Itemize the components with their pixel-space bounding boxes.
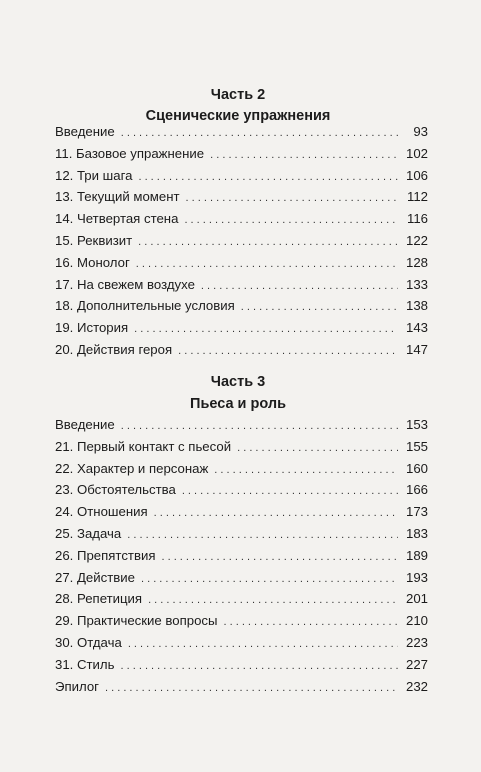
toc-entry — [55, 479, 428, 501]
part2-title: Сценические упражнения — [145, 108, 331, 124]
toc-entry-page: 112 — [406, 189, 428, 205]
toc-entry — [55, 165, 428, 187]
toc-entry — [55, 436, 428, 458]
toc-entry-title: 24. Отношения — [55, 504, 148, 520]
toc-entry-page: 223 — [405, 634, 428, 650]
toc-entry — [55, 654, 428, 676]
part3-label: Часть 3 — [210, 374, 266, 390]
toc-entry-page: 122 — [405, 232, 428, 248]
toc-entry-title: 26. Препятствия — [55, 547, 156, 563]
dot-leader — [138, 167, 398, 189]
dot-leader — [223, 612, 398, 634]
toc-entry — [55, 414, 428, 436]
toc-entry — [55, 545, 428, 567]
toc-entry-title: 13. Текущий момент — [55, 189, 180, 205]
dot-leader — [214, 460, 398, 482]
toc-entry-title: 14. Четвертая стена — [55, 211, 179, 227]
toc-entry-page: 138 — [405, 298, 428, 314]
toc-entry-title: 22. Характер и персонаж — [55, 460, 209, 476]
toc-entry — [55, 523, 428, 545]
toc-entry — [55, 317, 428, 339]
dot-leader — [241, 297, 398, 319]
toc-entry-title: 19. История — [55, 320, 129, 336]
toc-entry-title: 30. Отдача — [55, 634, 122, 650]
toc-entry-title: 21. Первый контакт с пьесой — [55, 438, 232, 454]
part3-toc — [55, 414, 428, 697]
toc-entry — [55, 676, 428, 698]
toc-entry-title: Введение — [55, 124, 115, 139]
dot-leader — [128, 634, 398, 656]
toc-entry — [55, 143, 428, 165]
toc-entry-title: 23. Обстоятельства — [55, 482, 176, 498]
dot-leader — [237, 438, 398, 460]
dot-leader — [148, 590, 398, 612]
toc-entry — [55, 339, 428, 361]
toc-entry-title: 28. Репетиция — [55, 591, 143, 607]
toc-entry — [55, 588, 428, 610]
toc-entry-page: 183 — [405, 525, 428, 541]
toc-entry — [55, 121, 428, 143]
toc-entry — [55, 610, 428, 632]
toc-entry-title: 20. Действия героя — [55, 341, 173, 357]
toc-entry — [55, 186, 428, 208]
part3-title: Пьеса и роль — [190, 396, 286, 412]
toc-entry — [55, 632, 428, 654]
dot-leader — [138, 232, 398, 254]
toc-entry-title: 12. Три шага — [55, 167, 133, 183]
toc-entry-title: 16. Монолог — [55, 254, 130, 270]
dot-leader — [161, 547, 398, 569]
toc-entry-page: 193 — [405, 569, 428, 585]
toc-entry-title: 15. Реквизит — [55, 232, 133, 248]
dot-leader — [121, 123, 398, 145]
dot-leader — [121, 416, 398, 438]
part2-toc — [55, 121, 428, 361]
toc-entry-page: 232 — [405, 678, 428, 694]
toc-entry-title: 29. Практические вопросы — [55, 613, 218, 629]
toc-entry-page: 133 — [405, 276, 428, 292]
part2-label: Часть 2 — [210, 87, 266, 103]
toc-entry — [55, 458, 428, 480]
dot-leader — [201, 276, 398, 298]
dot-leader — [136, 254, 398, 276]
toc-entry-page: 166 — [405, 482, 428, 498]
dot-leader — [186, 188, 398, 210]
toc-entry — [55, 208, 428, 230]
toc-entry-page: 160 — [405, 460, 428, 476]
toc-entry-title: 17. На свежем воздухе — [55, 276, 195, 292]
toc-entry-page: 143 — [405, 320, 428, 336]
dot-leader — [127, 525, 398, 547]
toc-entry-page: 189 — [405, 547, 428, 563]
toc-entry-title: Введение — [55, 417, 115, 432]
toc-entry-page: 153 — [405, 417, 428, 432]
toc-entry-page: 155 — [405, 438, 428, 454]
toc-entry — [55, 230, 428, 252]
toc-entry-page: 201 — [405, 591, 428, 607]
toc-entry-title: 27. Действие — [55, 569, 135, 585]
toc-entry-page: 173 — [405, 504, 428, 520]
toc-entry-title: 31. Стиль — [55, 656, 115, 672]
toc-entry-page: 93 — [413, 124, 428, 139]
dot-leader — [182, 481, 398, 503]
toc-entry-page: 210 — [405, 613, 428, 629]
toc-entry-page: 128 — [405, 254, 428, 270]
toc-entry-title: 18. Дополнительные условия — [55, 298, 235, 314]
toc-entry-page: 106 — [405, 167, 428, 183]
dot-leader — [121, 656, 399, 678]
dot-leader — [134, 319, 398, 341]
toc-entry — [55, 567, 428, 589]
toc-entry-page: 227 — [405, 656, 428, 672]
toc-entry-page: 102 — [405, 145, 428, 161]
dot-leader — [141, 569, 398, 591]
dot-leader — [210, 145, 398, 167]
toc-entry — [55, 274, 428, 296]
toc-entry-title: Эпилог — [55, 678, 99, 694]
toc-entry — [55, 501, 428, 523]
dot-leader — [178, 341, 398, 363]
toc-entry — [55, 252, 428, 274]
toc-entry-page: 116 — [406, 211, 428, 227]
dot-leader — [105, 678, 398, 700]
dot-leader — [184, 210, 398, 232]
dot-leader — [154, 503, 398, 525]
toc-entry-title: 25. Задача — [55, 525, 122, 541]
toc-entry-title: 11. Базовое упражнение — [55, 145, 205, 161]
toc-entry — [55, 295, 428, 317]
toc-entry-page: 147 — [405, 341, 428, 357]
